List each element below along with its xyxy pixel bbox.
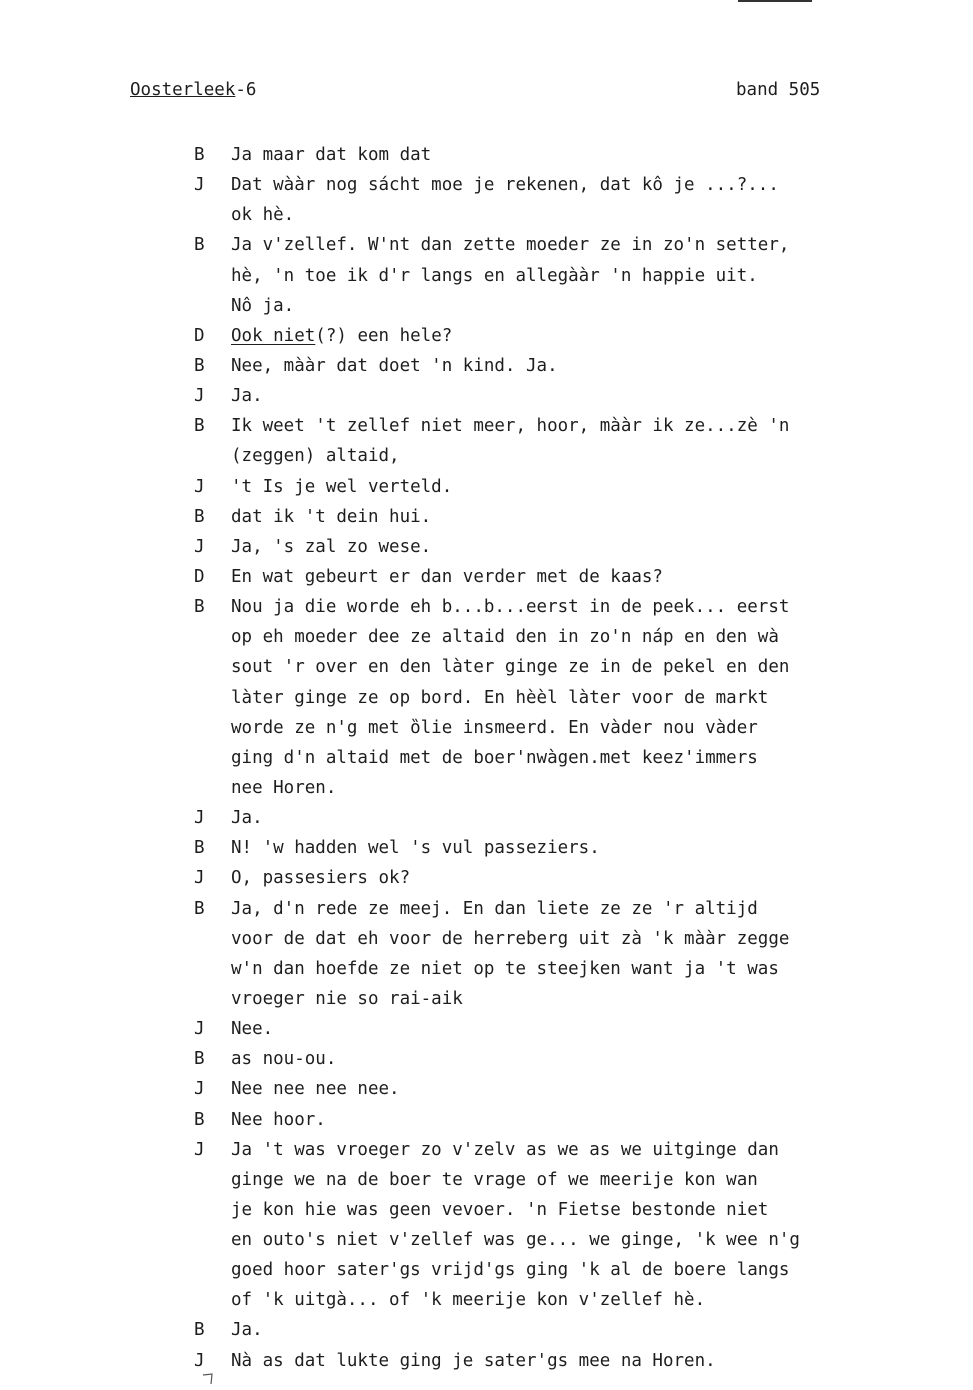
speaker-label: J [194,1019,205,1040]
speaker-label: J [194,1079,205,1100]
utterance-text: vroeger nie so rai-aik [231,988,463,1009]
speaker-label: B [194,416,205,437]
transcript-line [0,381,973,411]
utterance-text: ok hè. [231,205,295,226]
transcript-line [0,441,973,471]
transcript-line [0,1225,973,1255]
utterance-text: Ja, 's zal zo wese. [231,536,432,557]
transcript-line [0,833,973,863]
utterance-text: ging d'n altaid met de boer'nwàgen.met keez'immers [231,747,758,768]
location-name: Oosterleek [130,80,236,100]
transcript-line [0,924,973,954]
speaker-label: B [194,597,205,618]
transcript-line [0,200,973,230]
transcript-line [0,1346,973,1376]
transcript-line [0,773,973,803]
utterance-text: Ook niet(?) een hele? [231,325,453,346]
speaker-label: B [194,898,205,919]
transcript-line [0,1014,973,1044]
utterance-text: làter ginge ze op bord. En hèèl làter voor de markt [231,687,769,708]
speaker-label: J [194,175,205,196]
transcript-line [0,1285,973,1315]
transcript-line [0,1044,973,1074]
utterance-text: Nô ja. [231,295,295,316]
utterance-text: Ja. [231,808,263,829]
utterance-text: Ja 't was vroeger zo v'zelv as we as we uitginge dan [231,1139,779,1160]
speaker-label: D [194,325,205,346]
utterance-text: O, passesiers ok? [231,868,411,889]
utterance-text: hè, 'n toe ik d'r langs en allegààr 'n happie uit. [231,265,758,286]
utterance-text: Nee. [231,1019,274,1040]
transcript-line [0,622,973,652]
transcript-line [0,803,973,833]
transcript-line [0,532,973,562]
transcript-line [0,743,973,773]
utterance-text: 't Is je wel verteld. [231,476,453,497]
utterance-text: voor de dat eh voor de herreberg uit zà 'k mààr zegge [231,928,790,949]
transcript-line [0,683,973,713]
utterance-text: as nou-ou. [231,1049,337,1070]
utterance-text: Ja maar dat kom dat [231,145,432,165]
utterance-text: (zeggen) altaid, [231,446,400,467]
speaker-label: B [194,1049,205,1070]
transcript-line [0,592,973,622]
transcript-line [0,1255,973,1285]
speaker-label: J [194,1350,205,1371]
transcript-line [0,713,973,743]
speaker-label: J [194,536,205,557]
underlined-phrase: Ook niet [231,325,316,346]
transcript-line [0,1315,973,1345]
utterance-text: Nou ja die worde eh b...b...eerst in de peek... eerst [231,597,790,618]
top-rule [738,0,812,2]
utterance-text: ginge we na de boer te vrage of we meerije kon wan [231,1169,758,1190]
speaker-label: B [194,838,205,859]
transcript-line [0,411,973,441]
transcript-lines [0,140,973,1376]
transcript-line [0,140,973,170]
transcript-line [0,1195,973,1225]
transcript-line [0,562,973,592]
utterance-text: En wat gebeurt er dan verder met de kaas? [231,566,663,587]
speaker-label: B [194,355,205,376]
utterance-text: dat ik 't dein hui. [231,506,432,527]
utterance-text: N! 'w hadden wel 's vul passeziers. [231,838,600,859]
utterance-text: Ja. [231,386,263,407]
utterance-text: Ja. [231,1320,263,1341]
utterance-text: Ja, d'n rede ze meej. En dan liete ze ze 'r altijd [231,898,758,919]
document-location [130,80,256,100]
utterance-text: of 'k uitgà... of 'k meerije kon v'zellef hè. [231,1290,706,1311]
utterance-text: worde ze n'g met ȍlie insmeerd. En vàder nou vàder [231,717,758,738]
speaker-label: D [194,566,205,587]
transcript-line [0,894,973,924]
utterance-text: en outo's niet v'zellef was ge... we ginge, 'k wee n'g [231,1230,800,1251]
speaker-label: B [194,1320,205,1341]
transcript-line [0,291,973,321]
transcript-line [0,321,973,351]
speaker-label: J [194,808,205,829]
transcript-line [0,1135,973,1165]
utterance-text: sout 'r over en den làter ginge ze in de pekel en den [231,657,790,678]
speaker-label: B [194,235,205,256]
speaker-label: B [194,506,205,527]
transcript-line [0,261,973,291]
utterance-text: Dat wààr nog sácht moe je rekenen, dat kô je ...?... [231,175,779,196]
transcript-line [0,863,973,893]
speaker-label: B [194,145,205,165]
transcript-line [0,1074,973,1104]
transcript-line [0,984,973,1014]
stray-mark [200,1372,216,1386]
utterance-text: nee Horen. [231,777,337,798]
utterance-text: Nee nee nee nee. [231,1079,400,1100]
utterance-text: Nee, mààr dat doet 'n kind. Ja. [231,355,558,376]
utterance-text: w'n dan hoefde ze niet op te steejken want ja 't was [231,958,779,979]
utterance-text: Nà as dat lukte ging je sater'gs mee na Horen. [231,1350,716,1371]
transcript-line [0,954,973,984]
transcript-line [0,502,973,532]
transcript-line [0,652,973,682]
speaker-label: J [194,868,205,889]
location-number: -6 [235,80,257,100]
transcript-line [0,1105,973,1135]
transcript-line [0,230,973,260]
transcript-line [0,170,973,200]
utterance-text: Ja v'zellef. W'nt dan zette moeder ze in zo'n setter, [231,235,790,256]
transcript-line [0,351,973,381]
speaker-label: J [194,386,205,407]
utterance-text: Nee hoor. [231,1109,326,1130]
speaker-label: J [194,476,205,497]
band-number: band 505 [736,80,821,100]
utterance-text: Ik weet 't zellef niet meer, hoor, mààr ik ze...zè 'n [231,416,790,437]
speaker-label: J [194,1139,205,1160]
speaker-label: B [194,1109,205,1130]
transcript-line [0,1165,973,1195]
utterance-text: goed hoor sater'gs vrijd'gs ging 'k al de boere langs [231,1260,790,1281]
transcript-line [0,472,973,502]
utterance-text: op eh moeder dee ze altaid den in zo'n náp en den wà [231,627,779,648]
utterance-text: je kon hie was geen vevoer. 'n Fietse bestonde niet [231,1199,769,1220]
